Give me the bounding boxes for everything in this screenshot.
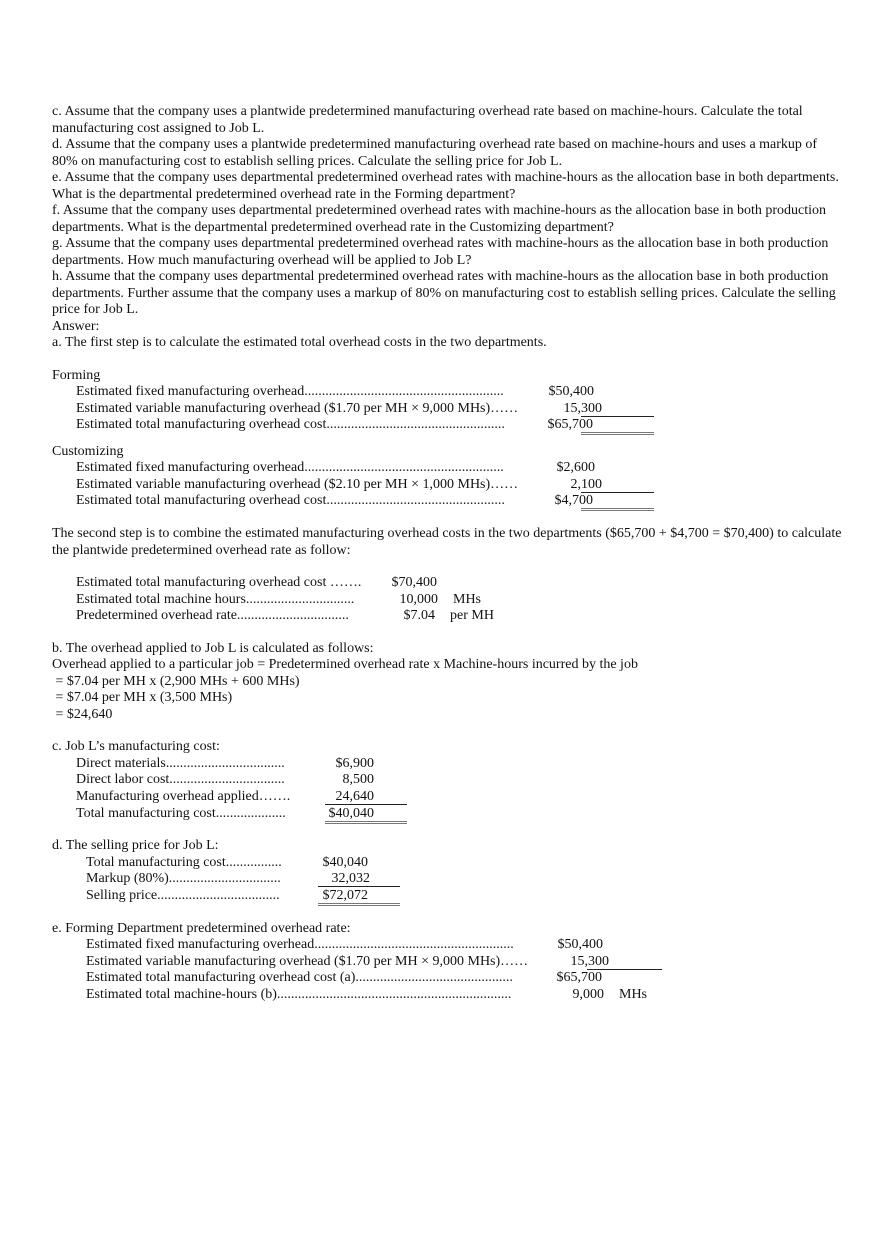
customizing-title: Customizing	[52, 443, 124, 459]
row-label: Manufacturing overhead applied…….	[76, 789, 291, 805]
answer-b-intro: b. The overhead applied to Job L is calculated as follows:	[52, 640, 374, 656]
plantwide-hours-row	[52, 592, 842, 609]
row-label: Estimated total manufacturing overhead cost...................................................	[76, 493, 505, 509]
row-label: Direct materials..................................	[76, 755, 285, 771]
c-direct-labor-row	[52, 772, 842, 789]
total-double-rule	[581, 432, 654, 435]
row-unit: MHs	[619, 986, 648, 1002]
row-label: Estimated total manufacturing overhead cost...................................................	[76, 417, 505, 433]
row-value: 15,300	[563, 400, 602, 416]
row-value: 2,100	[570, 476, 602, 492]
answer-b-line: Overhead applied to a particular job = Predetermined overhead rate x Machine-hours incurred by the job	[52, 657, 638, 673]
question-h: h. Assume that the company uses departmental predetermined overhead rates with machine-hours as the allocation base in both production departments. Further assume that the company uses a markup of 80% on manufacturing cost to establish selling prices. Calculate the selling price for Job L.	[52, 269, 836, 317]
row-value: 8,500	[342, 772, 374, 788]
plantwide-overhead-row	[52, 575, 842, 592]
d-cost-row	[52, 855, 842, 872]
row-unit: MHs	[453, 591, 482, 607]
c-direct-materials-row	[52, 756, 842, 773]
row-label: Estimated variable manufacturing overhead ($2.10 per MH × 1,000 MHs)……	[76, 476, 519, 492]
total-double-rule	[581, 508, 654, 511]
row-label: Estimated total manufacturing overhead cost …….	[76, 575, 362, 591]
customizing-fixed-row	[52, 460, 842, 477]
plantwide-rate-row	[52, 608, 842, 625]
row-value: $6,900	[335, 755, 374, 771]
total-double-rule	[325, 821, 407, 824]
c-total-row	[52, 806, 842, 823]
d-selling-price-row	[52, 888, 842, 905]
total-double-rule	[318, 903, 400, 906]
row-label: Estimated total machine hours...............................	[76, 591, 355, 607]
row-value: 10,000	[399, 591, 438, 607]
row-label: Estimated fixed manufacturing overhead.........................................................	[86, 937, 514, 952]
customizing-variable-row	[52, 477, 842, 494]
row-value: $65,700	[547, 417, 593, 433]
answer-b-line: = $24,640	[52, 706, 113, 722]
row-value: $70,400	[391, 575, 437, 591]
e-hours-row	[52, 987, 842, 1004]
e-fixed-row	[52, 937, 842, 954]
row-label: Total manufacturing cost....................	[76, 805, 286, 821]
forming-variable-row	[52, 401, 842, 418]
question-g: g. Assume that the company uses departmental predetermined overhead rates with machine-hours as the allocation base in both production departments. How much manufacturing overhead will be applied to Job L?	[52, 236, 829, 268]
row-label: Estimated variable manufacturing overhead ($1.70 per MH × 9,000 MHs)……	[86, 953, 529, 969]
row-value: $4,700	[554, 493, 593, 509]
row-label: Direct labor cost.................................	[76, 772, 285, 788]
row-label: Predetermined overhead rate................................	[76, 608, 349, 624]
row-label: Selling price...................................	[86, 887, 280, 903]
question-d: d. Assume that the company uses a plantwide predetermined manufacturing overhead rate based on machine-hours and uses a markup of 80% on manufacturing cost to establish selling prices. Calculate the selling price for Job L.	[52, 137, 818, 169]
answer-heading: Answer:	[52, 318, 100, 334]
row-value: $40,040	[328, 805, 374, 821]
row-value: $7.04	[403, 608, 435, 624]
row-value: 15,300	[570, 953, 609, 969]
answer-b-line: = $7.04 per MH x (2,900 MHs + 600 MHs)	[52, 673, 300, 689]
row-value: $50,400	[557, 937, 603, 952]
forming-fixed-row	[52, 384, 842, 401]
row-label: Estimated total manufacturing overhead cost (a).............................................	[86, 970, 513, 986]
answer-e-title: e. Forming Department predetermined overhead rate:	[52, 920, 351, 936]
answer-a-intro: a. The first step is to calculate the estimated total overhead costs in the two departments.	[52, 335, 547, 350]
d-markup-row	[52, 871, 842, 888]
e-total-row	[52, 970, 842, 987]
answer-c-title: c. Job L’s manufacturing cost:	[52, 739, 220, 755]
e-variable-row	[52, 954, 842, 971]
row-value: $65,700	[556, 970, 602, 986]
question-f: f. Assume that the company uses departmental predetermined overhead rates with machine-hours as the allocation base in both production departments. What is the departmental predetermined overhead rate in the Customizing department?	[52, 203, 827, 235]
row-value: 9,000	[572, 986, 604, 1002]
row-value: $50,400	[548, 384, 594, 399]
second-step-text: The second step is to combine the estimated manufacturing overhead costs in the two departments ($65,700 + $4,700 = $70,400) to calculate the plantwide predetermined overhead rate as follow:	[52, 526, 842, 558]
row-label: Estimated variable manufacturing overhead ($1.70 per MH × 9,000 MHs)……	[76, 400, 519, 416]
row-value: 24,640	[335, 789, 374, 805]
answer-b-line: = $7.04 per MH x (3,500 MHs)	[52, 690, 233, 706]
row-label: Markup (80%)................................	[86, 871, 281, 887]
row-label: Total manufacturing cost................	[86, 854, 282, 870]
question-e: e. Assume that the company uses departmental predetermined overhead rates with machine-hours as the allocation base in both departments. What is the departmental predetermined overhead rate in the Forming department?	[52, 170, 839, 202]
forming-title: Forming	[52, 367, 101, 383]
c-overhead-row	[52, 789, 842, 806]
row-unit: per MH	[450, 608, 494, 624]
answer-d-title: d. The selling price for Job L:	[52, 838, 219, 854]
row-value: 32,032	[331, 871, 370, 887]
customizing-total-row	[52, 493, 842, 510]
question-c: c. Assume that the company uses a plantwide predetermined manufacturing overhead rate based on machine-hours. Calculate the total manufacturing cost assigned to Job L.	[52, 104, 803, 136]
row-label: Estimated fixed manufacturing overhead.........................................................	[76, 384, 504, 399]
row-value: $40,040	[322, 854, 368, 870]
row-value: $72,072	[322, 887, 368, 903]
row-value: $2,600	[556, 460, 595, 476]
row-label: Estimated fixed manufacturing overhead.........................................................	[76, 460, 504, 476]
document-page	[52, 104, 842, 1003]
forming-total-row	[52, 417, 842, 434]
row-label: Estimated total machine-hours (b)...................................................................	[86, 986, 512, 1002]
